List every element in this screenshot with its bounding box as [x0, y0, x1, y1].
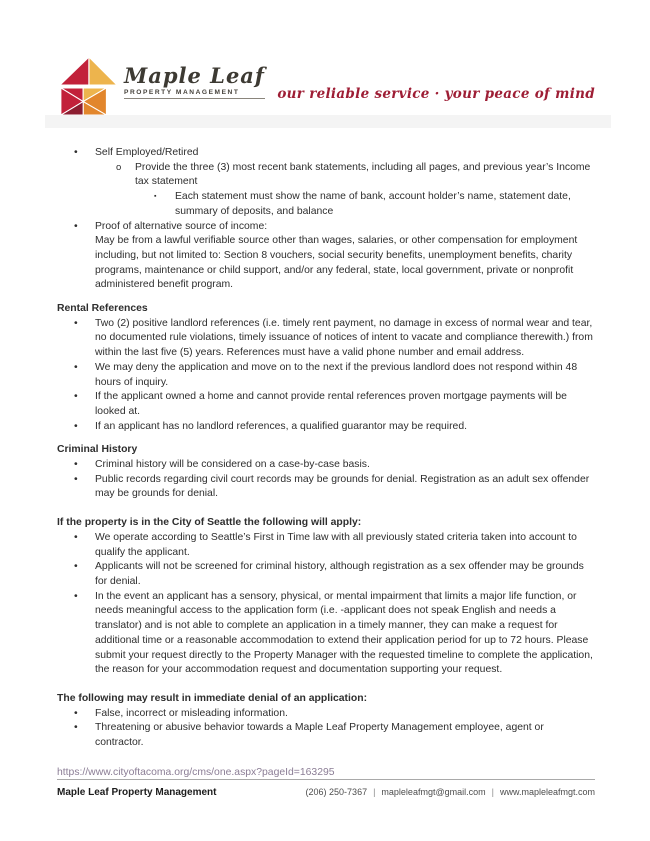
- bullet-icon: •: [74, 473, 78, 485]
- list-item-text: Self Employed/Retired: [95, 147, 199, 158]
- list-item-text: We operate according to Seattle’s First in Time law with all previously stated criteria taken into account to qualify the applicant.: [95, 531, 577, 558]
- list-item: [57, 590, 595, 678]
- section-heading-rental-references: Rental References: [57, 303, 148, 315]
- list-item: [57, 161, 595, 190]
- list-item: [57, 361, 595, 390]
- bullet-icon: •: [74, 317, 78, 329]
- tacoma-hyperlink[interactable]: https://www.cityoftacoma.org/cms/one.aspx?pageId=163295: [57, 766, 335, 778]
- list-item-text: If an applicant has no landlord references, a qualified guarantor may be required.: [95, 420, 467, 432]
- section-heading-criminal-history: Criminal History: [57, 444, 138, 456]
- section-heading-immediate-denial: The following may result in immediate denial of an application:: [57, 692, 368, 704]
- house-logo-icon: [57, 56, 119, 118]
- list-item-text: Criminal history will be considered on a case-by-case basis.: [95, 459, 370, 471]
- list-item-text: Two (2) positive landlord references (i.e. timely rent payment, no damage in excess of normal wear and tear, no documented rule violations, timely issuance of notices of intent to vacate and compliance therewith.) from within the last five (5) years. References must have a valid phone number and email address.: [95, 317, 593, 359]
- paragraph: May be from a lawful verifiable source other than wages, salaries, or other compensation for employment including, but not limited to: Section 8 vouchers, social security benefits, unemployment benefits, charity programs, maintenance or child support, and/or any federal, state, local government, private or nonprofit administered benefit program.: [95, 235, 578, 291]
- bullet-icon: •: [74, 391, 78, 403]
- list-item-text: Proof of alternative source of income:: [95, 220, 268, 232]
- bullet-icon: •: [74, 561, 78, 573]
- bullet-icon: •: [74, 420, 78, 432]
- list-item-text: Public records regarding civil court records may be grounds for denial. Registration as an adult sex offender may be grounds for denial.: [95, 473, 590, 500]
- list-item: [57, 220, 595, 235]
- list-item: [57, 190, 595, 219]
- list-item: [57, 560, 595, 589]
- footer-phone: (206) 250-7367: [305, 787, 368, 797]
- list-item-text: Applicants will not be screened for criminal history, although registration as a sex offender may be grounds for denial.: [95, 561, 584, 587]
- footer-company-name: Maple Leaf Property Management: [57, 787, 217, 798]
- bullet-icon: •: [74, 590, 78, 602]
- list-item-text: Each statement must show the name of bank, account holder’s name, statement date, summary of deposits, and balance: [175, 191, 571, 217]
- document-body: [57, 146, 595, 780]
- list-item-text: Provide the three (3) most recent bank statements, including all pages, and previous year’s Income tax statement: [135, 161, 591, 188]
- list-item: [57, 458, 595, 473]
- list-item: [57, 473, 595, 502]
- circle-bullet-icon: o: [116, 161, 122, 173]
- header-separator-band: [45, 115, 611, 128]
- list-item-text: In the event an applicant has a sensory, physical, or mental impairment that limits a major life function, or needs meaningful access to the application form (i.e. -applicant does not speak English and needs a translator) and is not able to complete an application in a timely manner, they can make a request for additional time or a reasonable accommodation to extend their application period for up to 72 hours. Please submit your request directly to the Property Manager with the requested timeline to complete the application, the reason for your accommodation request and documentation supporting your request.: [95, 590, 593, 676]
- company-logo: [57, 56, 265, 118]
- list-item: [57, 721, 595, 750]
- list-item-text: False, incorrect or misleading information.: [95, 707, 288, 719]
- footer-website: www.mapleleafmgt.com: [499, 787, 595, 797]
- footer-contact-info: [306, 787, 595, 797]
- list-item: [57, 707, 595, 722]
- footer-email: mapleleafmgt@gmail.com: [381, 787, 486, 797]
- logo-text: [124, 65, 265, 99]
- bullet-icon: •: [74, 147, 78, 158]
- list-item: [57, 146, 595, 161]
- page-footer: [57, 779, 595, 798]
- bullet-icon: •: [74, 531, 78, 543]
- list-item: [57, 531, 595, 560]
- square-bullet-icon: ▪: [154, 193, 157, 201]
- list-item-text: We may deny the application and move on to the next if the previous landlord does not respond within 48 hours of inquiry.: [95, 361, 578, 388]
- footer-divider: |: [491, 787, 494, 797]
- bullet-icon: •: [74, 220, 78, 232]
- list-item: [57, 317, 595, 361]
- list-item: [57, 390, 595, 419]
- section-heading-seattle: If the property is in the City of Seattle the following will apply:: [57, 517, 362, 529]
- logo-subtitle: PROPERTY MANAGEMENT: [124, 89, 265, 99]
- list-item-text: Threatening or abusive behavior towards a Maple Leaf Property Management employee, agent or contractor.: [95, 722, 544, 749]
- bullet-icon: •: [74, 722, 78, 734]
- bullet-icon: •: [74, 459, 78, 471]
- bullet-icon: •: [74, 707, 78, 719]
- bullet-icon: •: [74, 361, 78, 373]
- footer-divider: |: [373, 787, 376, 797]
- list-item: [57, 420, 595, 435]
- logo-company-name: Maple Leaf: [124, 63, 265, 88]
- list-item-text: If the applicant owned a home and cannot provide rental references proven mortgage payments will be looked at.: [95, 391, 567, 417]
- company-tagline: our reliable service · your peace of mind: [277, 86, 595, 102]
